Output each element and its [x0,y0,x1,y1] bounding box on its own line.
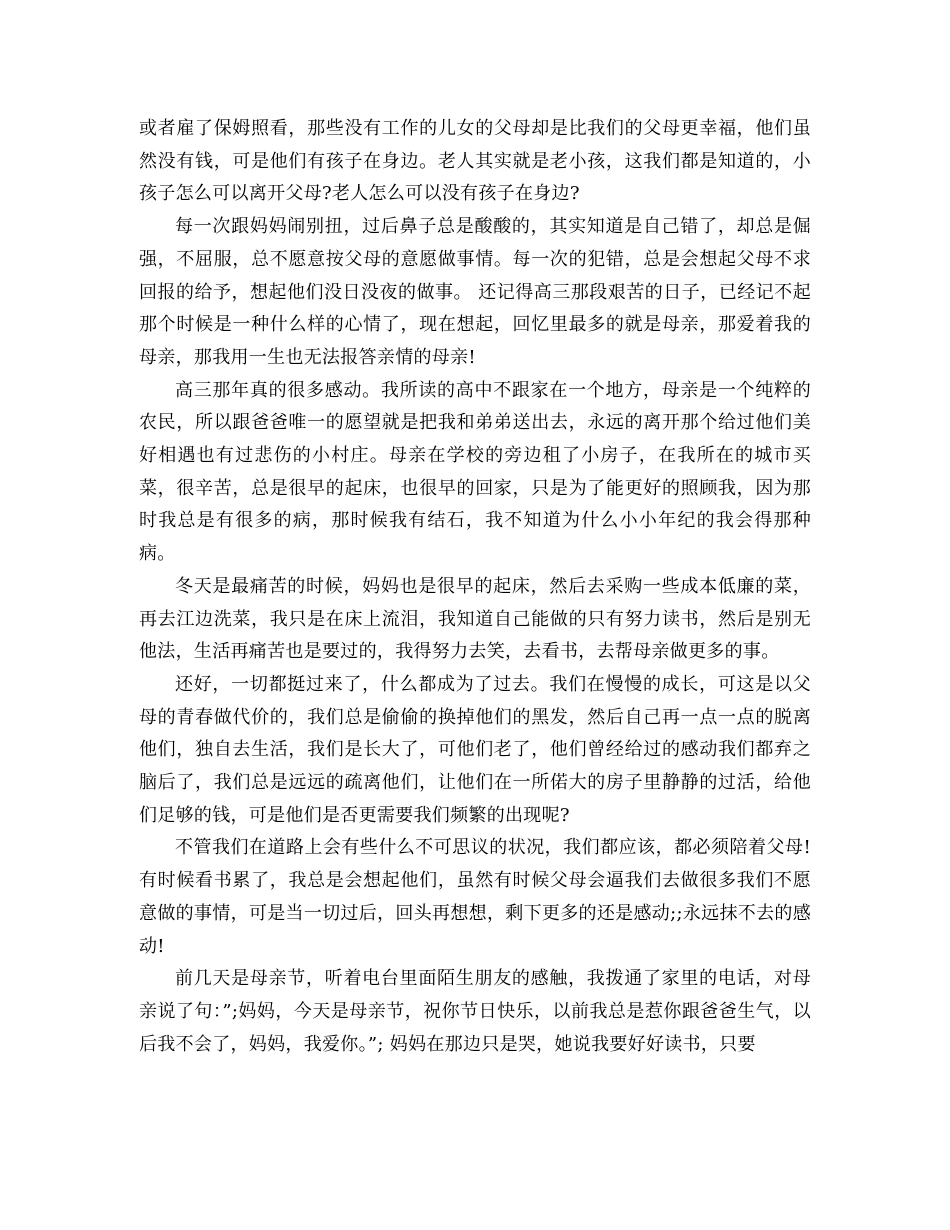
paragraph-6: 不管我们在道路上会有些什么不可思议的状况，我们都应该，都必须陪着父母!有时候看书累了，我总是会想起他们，虽然有时候父母会逼我们去做很多我们不愿意做的事情，可是当一切过后，回头再想想，剩下更多的还是感动;;永远抹不去的感动! [139,837,811,957]
document-page [139,113,811,1061]
paragraph-7: 前几天是母亲节，听着电台里面陌生朋友的感触，我拨通了家里的电话，对母亲说了句：”;妈妈，今天是母亲节，祝你节日快乐，以前我总是惹你跟爸爸生气，以后我不会了，妈妈，我爱你。”; 妈妈在那边只是哭，她说我要好好读书，只要 [139,968,811,1055]
paragraph-4: 冬天是最痛苦的时候，妈妈也是很早的起床，然后去采购一些成本低廉的菜，再去江边洗菜，我只是在床上流泪，我知道自己能做的只有努力读书，然后是别无他法，生活再痛苦也是要过的，我得努力去笑，去看书，去帮母亲做更多的事。 [139,575,811,663]
paragraph-3: 高三那年真的很多感动。我所读的高中不跟家在一个地方，母亲是一个纯粹的农民，所以跟爸爸唯一的愿望就是把我和弟弟送出去，永远的离开那个给过他们美好相遇也有过悲伤的小村庄。母亲在学校的旁边租了小房子，在我所在的城市买菜，很辛苦，总是很早的起床，也很早的回家，只是为了能更好的照顾我，因为那时我总是有很多的病，那时候我有结石，我不知道为什么小小年纪的我会得那种病。 [139,379,811,565]
paragraph-2: 每一次跟妈妈闹别扭，过后鼻子总是酸酸的，其实知道是自己错了，却总是倔强，不屈服，总不愿意按父母的意愿做事情。每一次的犯错，总是会想起父母不求回报的给予，想起他们没日没夜的做事。 还记得高三那段艰苦的日子，已经记不起那个时候是一种什么样的心情了，现在想起，回忆里最多的就是母亲，那爱着我的母亲，那我用一生也无法报答亲情的母亲! [139,216,811,368]
paragraph-5: 还好，一切都挺过来了，什么都成为了过去。我们在慢慢的成长，可这是以父母的青春做代价的，我们总是偷偷的换掉他们的黑发，然后自己再一点一点的脱离他们，独自去生活，我们是长大了，可他们老了，他们曾经给过的感动我们都弃之脑后了，我们总是远远的疏离他们，让他们在一所偌大的房子里静静的过活，给他们足够的钱，可是他们是否更需要我们频繁的出现呢? [139,673,811,826]
paragraph-1: 或者雇了保姆照看，那些没有工作的儿女的父母却是比我们的父母更幸福，他们虽然没有钱，可是他们有孩子在身边。老人其实就是老小孩，这我们都是知道的，小孩子怎么可以离开父母?老人怎么可以没有孩子在身边? [139,118,811,205]
